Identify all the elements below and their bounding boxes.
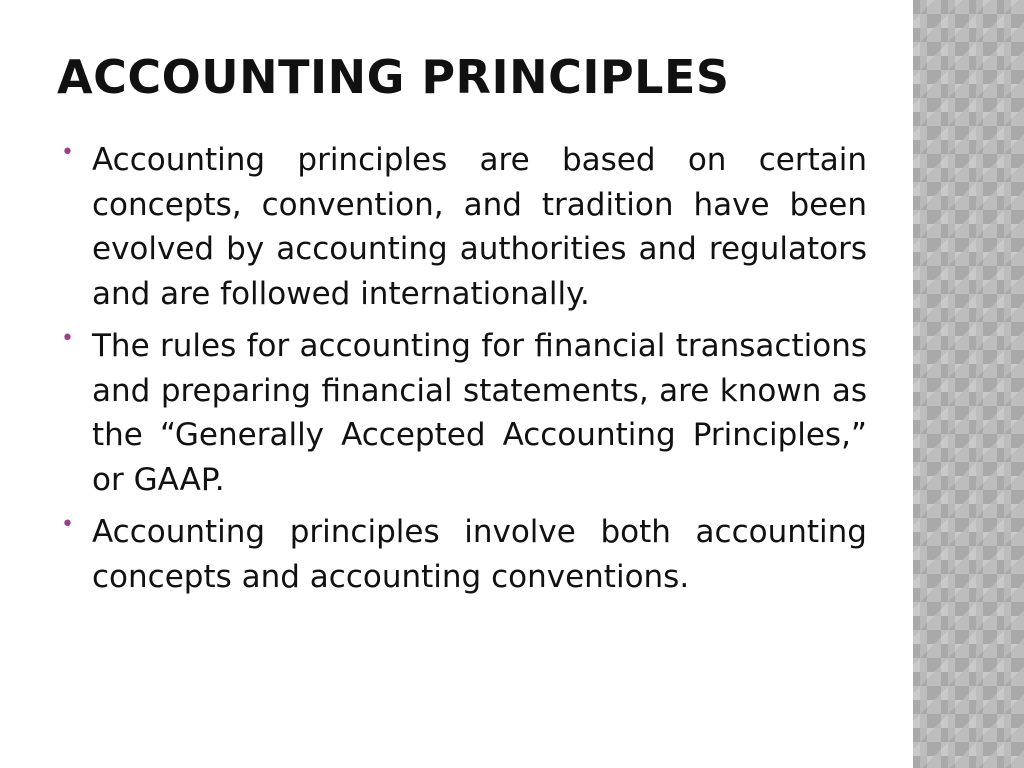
bullet-text: The rules for accounting for financial transactions and preparing financial statements, are known as the “Generally Accepted Accounting Principles,” or GAAP. bbox=[92, 328, 867, 498]
bullet-item bbox=[61, 138, 867, 316]
bullet-dot-icon: • bbox=[61, 140, 74, 165]
bullet-item bbox=[61, 510, 867, 599]
slide-title: ACCOUNTING PRINCIPLES bbox=[57, 50, 730, 104]
decorative-side-panel bbox=[913, 0, 1024, 768]
bullet-text: Accounting principles are based on certain concepts, convention, and tradition have been evolved by accounting authorities and regulators and are followed internationally. bbox=[92, 142, 867, 312]
bullet-dot-icon: • bbox=[61, 326, 74, 351]
bullet-list bbox=[61, 138, 867, 607]
bullet-text: Accounting principles involve both accounting concepts and accounting conventions. bbox=[92, 514, 867, 595]
bullet-dot-icon: • bbox=[61, 512, 74, 537]
bullet-item bbox=[61, 324, 867, 502]
